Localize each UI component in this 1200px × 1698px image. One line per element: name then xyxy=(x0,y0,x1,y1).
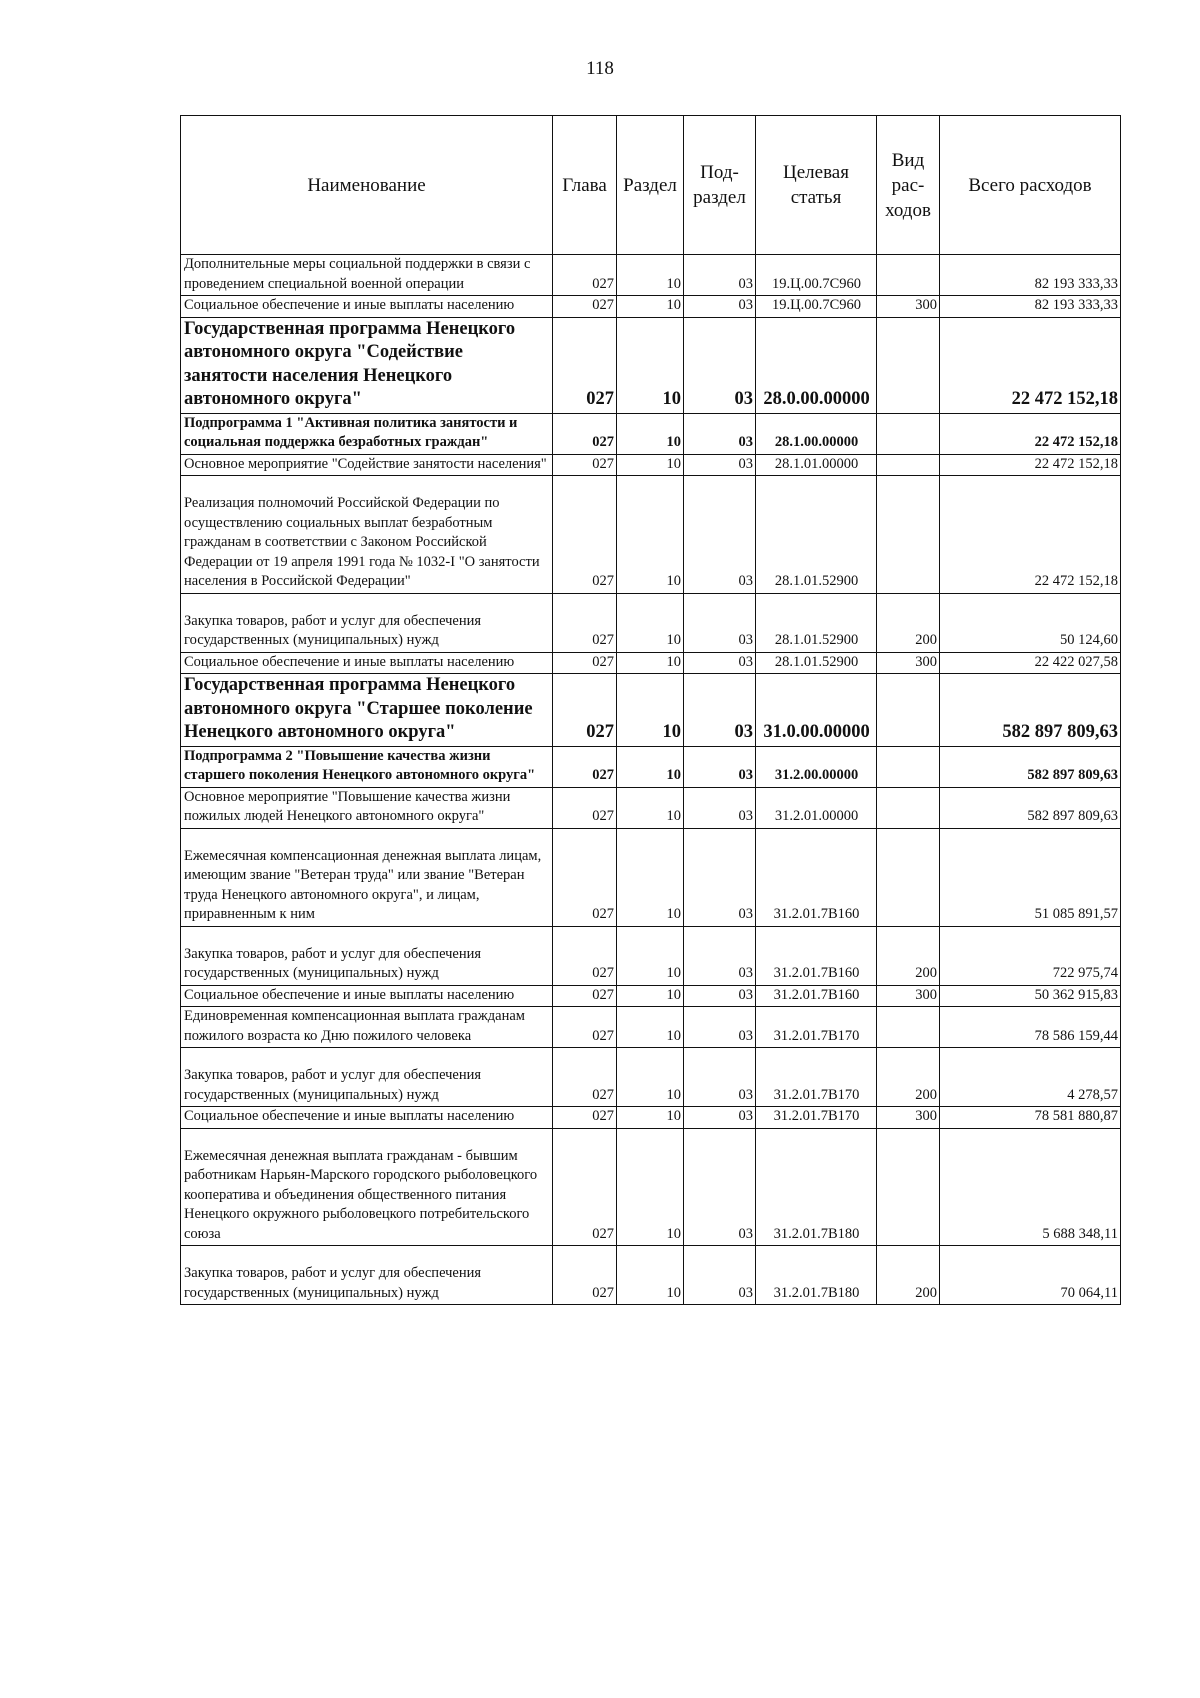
budget-table xyxy=(180,115,1121,1305)
row-subsection: 03 xyxy=(684,476,756,594)
table-row xyxy=(181,296,1121,318)
row-target: 19.Ц.00.7С960 xyxy=(756,255,877,296)
row-expense-type xyxy=(877,828,940,926)
row-subsection: 03 xyxy=(684,454,756,476)
row-name: Закупка товаров, работ и услуг для обеспечения государственных (муниципальных) нужд xyxy=(181,1048,553,1107)
table-row xyxy=(181,787,1121,828)
row-chapter: 027 xyxy=(553,674,617,747)
row-expense-type xyxy=(877,255,940,296)
row-total: 22 472 152,18 xyxy=(940,413,1121,454)
row-chapter: 027 xyxy=(553,985,617,1007)
row-target: 31.2.01.7В160 xyxy=(756,828,877,926)
row-name: Социальное обеспечение и иные выплаты населению xyxy=(181,1107,553,1129)
row-section: 10 xyxy=(617,476,684,594)
row-name: Единовременная компенсационная выплата гражданам пожилого возраста ко Дню пожилого человека xyxy=(181,1007,553,1048)
row-section: 10 xyxy=(617,1007,684,1048)
row-total: 22 472 152,18 xyxy=(940,476,1121,594)
row-name: Ежемесячная денежная выплата гражданам - бывшим работникам Нарьян-Марского городского рыболовецкого кооператива и объединения общественного питания Ненецкого окружного рыболовецкого потребительского союза xyxy=(181,1128,553,1246)
row-total: 50 362 915,83 xyxy=(940,985,1121,1007)
row-expense-type: 200 xyxy=(877,1246,940,1305)
row-chapter: 027 xyxy=(553,926,617,985)
table-row xyxy=(181,593,1121,652)
row-subsection: 03 xyxy=(684,413,756,454)
row-expense-type xyxy=(877,413,940,454)
row-target: 31.2.01.7В170 xyxy=(756,1048,877,1107)
header-expense-type: Вид рас- ходов xyxy=(877,116,940,255)
row-target: 31.2.01.7В160 xyxy=(756,985,877,1007)
row-expense-type xyxy=(877,1007,940,1048)
row-subsection: 03 xyxy=(684,926,756,985)
table-row xyxy=(181,454,1121,476)
row-chapter: 027 xyxy=(553,1048,617,1107)
row-section: 10 xyxy=(617,1128,684,1246)
row-chapter: 027 xyxy=(553,787,617,828)
row-chapter: 027 xyxy=(553,746,617,787)
row-target: 28.1.01.52900 xyxy=(756,476,877,594)
row-name: Государственная программа Ненецкого автономного округа "Старшее поколение Ненецкого автономного округа" xyxy=(181,674,553,747)
row-chapter: 027 xyxy=(553,413,617,454)
row-chapter: 027 xyxy=(553,828,617,926)
row-subsection: 03 xyxy=(684,1007,756,1048)
row-name: Основное мероприятие "Повышение качества жизни пожилых людей Ненецкого автономного округа" xyxy=(181,787,553,828)
row-name: Социальное обеспечение и иные выплаты населению xyxy=(181,296,553,318)
row-total: 22 422 027,58 xyxy=(940,652,1121,674)
row-target: 31.2.00.00000 xyxy=(756,746,877,787)
row-name: Закупка товаров, работ и услуг для обеспечения государственных (муниципальных) нужд xyxy=(181,593,553,652)
row-expense-type xyxy=(877,1128,940,1246)
row-section: 10 xyxy=(617,255,684,296)
row-section: 10 xyxy=(617,454,684,476)
row-section: 10 xyxy=(617,317,684,413)
row-section: 10 xyxy=(617,926,684,985)
table-header-row xyxy=(181,116,1121,255)
row-name: Основное мероприятие "Содействие занятости населения" xyxy=(181,454,553,476)
table-row xyxy=(181,255,1121,296)
row-chapter: 027 xyxy=(553,476,617,594)
row-total: 582 897 809,63 xyxy=(940,674,1121,747)
row-expense-type xyxy=(877,746,940,787)
row-total: 70 064,11 xyxy=(940,1246,1121,1305)
row-subsection: 03 xyxy=(684,317,756,413)
row-target: 28.0.00.00000 xyxy=(756,317,877,413)
row-chapter: 027 xyxy=(553,454,617,476)
row-subsection: 03 xyxy=(684,746,756,787)
table-row xyxy=(181,926,1121,985)
row-chapter: 027 xyxy=(553,255,617,296)
row-expense-type: 300 xyxy=(877,296,940,318)
header-subsection: Под- раздел xyxy=(684,116,756,255)
table-row xyxy=(181,652,1121,674)
row-total: 82 193 333,33 xyxy=(940,255,1121,296)
row-target: 31.2.01.00000 xyxy=(756,787,877,828)
row-target: 31.2.01.7В180 xyxy=(756,1128,877,1246)
row-chapter: 027 xyxy=(553,296,617,318)
row-section: 10 xyxy=(617,413,684,454)
row-target: 31.2.01.7В170 xyxy=(756,1007,877,1048)
table-row xyxy=(181,1128,1121,1246)
row-target: 19.Ц.00.7С960 xyxy=(756,296,877,318)
row-name: Закупка товаров, работ и услуг для обеспечения государственных (муниципальных) нужд xyxy=(181,926,553,985)
row-section: 10 xyxy=(617,652,684,674)
row-target: 31.2.01.7В160 xyxy=(756,926,877,985)
header-section: Раздел xyxy=(617,116,684,255)
row-subsection: 03 xyxy=(684,296,756,318)
row-chapter: 027 xyxy=(553,317,617,413)
row-section: 10 xyxy=(617,593,684,652)
table-row xyxy=(181,828,1121,926)
row-target: 31.2.01.7В180 xyxy=(756,1246,877,1305)
row-total: 582 897 809,63 xyxy=(940,787,1121,828)
row-name: Реализация полномочий Российской Федерации по осуществлению социальных выплат безработным гражданам в соответствии с Законом Российской Федерации от 19 апреля 1991 года № 1032-I "О занятости населения в Российской Федерации" xyxy=(181,476,553,594)
row-target: 28.1.01.52900 xyxy=(756,593,877,652)
row-name: Государственная программа Ненецкого автономного округа "Содействие занятости населения Ненецкого автономного округа" xyxy=(181,317,553,413)
table-row xyxy=(181,476,1121,594)
row-name: Подпрограмма 2 "Повышение качества жизни старшего поколения Ненецкого автономного округа" xyxy=(181,746,553,787)
row-expense-type xyxy=(877,674,940,747)
row-subsection: 03 xyxy=(684,1048,756,1107)
row-section: 10 xyxy=(617,1107,684,1129)
row-chapter: 027 xyxy=(553,593,617,652)
row-name: Закупка товаров, работ и услуг для обеспечения государственных (муниципальных) нужд xyxy=(181,1246,553,1305)
row-section: 10 xyxy=(617,1246,684,1305)
row-total: 722 975,74 xyxy=(940,926,1121,985)
row-expense-type: 200 xyxy=(877,926,940,985)
row-target: 31.2.01.7В170 xyxy=(756,1107,877,1129)
row-expense-type: 300 xyxy=(877,1107,940,1129)
row-total: 78 586 159,44 xyxy=(940,1007,1121,1048)
table-row xyxy=(181,746,1121,787)
row-section: 10 xyxy=(617,787,684,828)
row-total: 22 472 152,18 xyxy=(940,454,1121,476)
row-total: 50 124,60 xyxy=(940,593,1121,652)
table-row xyxy=(181,1246,1121,1305)
header-target: Целевая статья xyxy=(756,116,877,255)
row-section: 10 xyxy=(617,828,684,926)
row-expense-type: 200 xyxy=(877,1048,940,1107)
row-total: 82 193 333,33 xyxy=(940,296,1121,318)
row-name: Подпрограмма 1 "Активная политика занятости и социальная поддержка безработных граждан" xyxy=(181,413,553,454)
table-row xyxy=(181,413,1121,454)
row-subsection: 03 xyxy=(684,652,756,674)
row-subsection: 03 xyxy=(684,1128,756,1246)
row-total: 51 085 891,57 xyxy=(940,828,1121,926)
page-number: 118 xyxy=(586,58,614,79)
row-subsection: 03 xyxy=(684,985,756,1007)
row-section: 10 xyxy=(617,1048,684,1107)
row-chapter: 027 xyxy=(553,1246,617,1305)
row-name: Социальное обеспечение и иные выплаты населению xyxy=(181,652,553,674)
row-total: 22 472 152,18 xyxy=(940,317,1121,413)
row-section: 10 xyxy=(617,746,684,787)
header-chapter: Глава xyxy=(553,116,617,255)
row-subsection: 03 xyxy=(684,787,756,828)
row-expense-type: 200 xyxy=(877,593,940,652)
row-name: Ежемесячная компенсационная денежная выплата лицам, имеющим звание "Ветеран труда" или звание "Ветеран труда Ненецкого автономного округа", и лицам, приравненным к ним xyxy=(181,828,553,926)
row-target: 28.1.01.52900 xyxy=(756,652,877,674)
table-row xyxy=(181,674,1121,747)
row-expense-type xyxy=(877,317,940,413)
table-row xyxy=(181,317,1121,413)
row-target: 28.1.01.00000 xyxy=(756,454,877,476)
row-target: 28.1.00.00000 xyxy=(756,413,877,454)
row-chapter: 027 xyxy=(553,1107,617,1129)
table-row xyxy=(181,1107,1121,1129)
row-subsection: 03 xyxy=(684,674,756,747)
table-row xyxy=(181,1048,1121,1107)
row-chapter: 027 xyxy=(553,652,617,674)
header-name: Наименование xyxy=(181,116,553,255)
row-expense-type: 300 xyxy=(877,652,940,674)
row-subsection: 03 xyxy=(684,828,756,926)
row-total: 5 688 348,11 xyxy=(940,1128,1121,1246)
row-subsection: 03 xyxy=(684,593,756,652)
row-chapter: 027 xyxy=(553,1128,617,1246)
row-expense-type xyxy=(877,454,940,476)
table-row xyxy=(181,985,1121,1007)
row-target: 31.0.00.00000 xyxy=(756,674,877,747)
row-subsection: 03 xyxy=(684,1107,756,1129)
row-total: 4 278,57 xyxy=(940,1048,1121,1107)
row-total: 78 581 880,87 xyxy=(940,1107,1121,1129)
row-name: Дополнительные меры социальной поддержки в связи с проведением специальной военной операции xyxy=(181,255,553,296)
row-expense-type xyxy=(877,787,940,828)
row-section: 10 xyxy=(617,674,684,747)
row-subsection: 03 xyxy=(684,1246,756,1305)
row-expense-type xyxy=(877,476,940,594)
row-section: 10 xyxy=(617,985,684,1007)
row-subsection: 03 xyxy=(684,255,756,296)
row-name: Социальное обеспечение и иные выплаты населению xyxy=(181,985,553,1007)
row-section: 10 xyxy=(617,296,684,318)
header-total: Всего расходов xyxy=(940,116,1121,255)
row-expense-type: 300 xyxy=(877,985,940,1007)
row-total: 582 897 809,63 xyxy=(940,746,1121,787)
row-chapter: 027 xyxy=(553,1007,617,1048)
table-row xyxy=(181,1007,1121,1048)
